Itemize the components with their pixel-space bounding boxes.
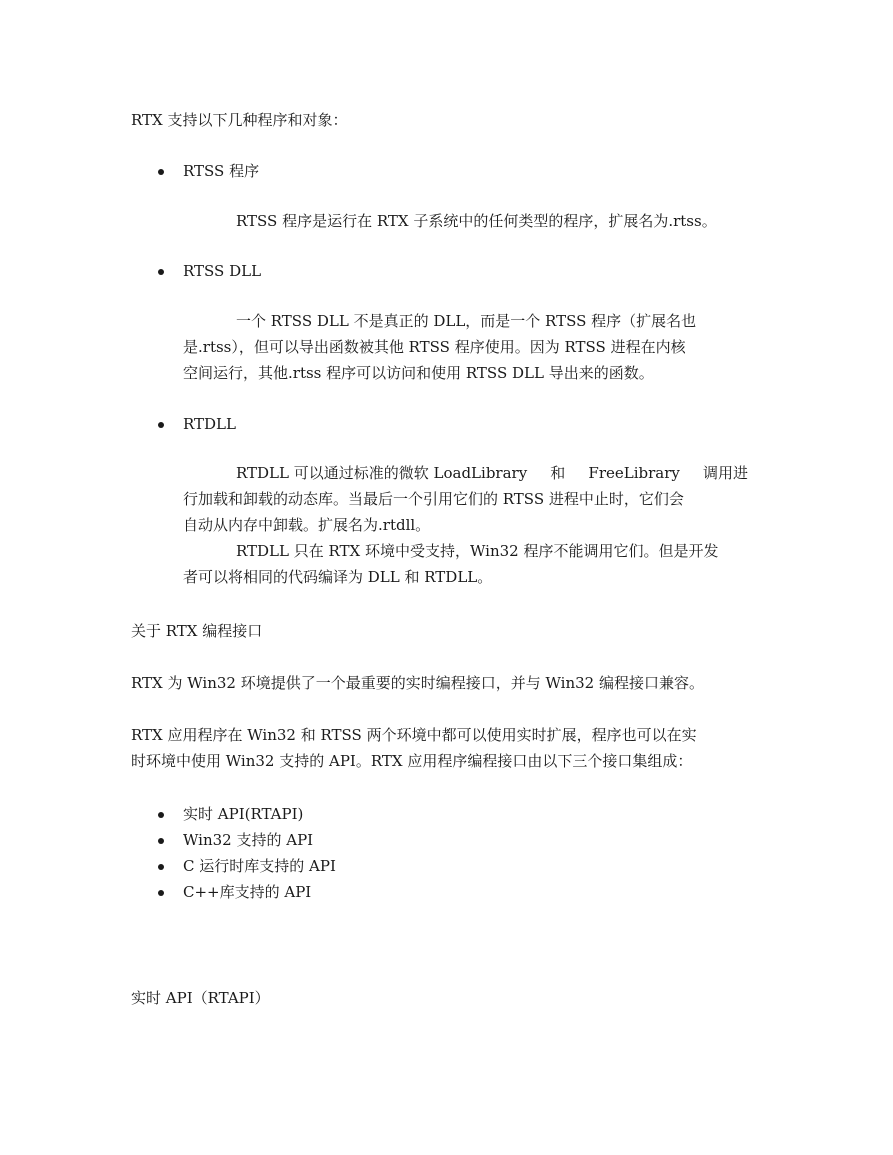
section-title: 关于 RTX 编程接口 — [131, 622, 263, 640]
list-item-description — [236, 460, 748, 486]
paragraph: 时环境中使用 Win32 支持的 API。RTX 应用程序编程接口由以下三个接口集组成： — [131, 752, 693, 770]
list-item-description: 行加载和卸载的动态库。当最后一个引用它们的 RTSS 进程中止时，它们会 — [183, 490, 684, 508]
list-item-title: RTSS 程序 — [183, 162, 260, 180]
bullet-icon — [158, 269, 164, 275]
list-item-description: 一个 RTSS DLL 不是真正的 DLL，而是一个 RTSS 程序（扩展名也 — [236, 312, 697, 330]
api-list-item: Win32 支持的 API — [183, 831, 314, 849]
text-segment: 和 — [550, 464, 566, 482]
bullet-icon — [158, 864, 164, 870]
paragraph: RTX 应用程序在 Win32 和 RTSS 两个环境中都可以使用实时扩展，程序也可以在实 — [131, 726, 697, 744]
intro-text: RTX 支持以下几种程序和对象： — [131, 111, 348, 129]
list-item-description: 空间运行，其他.rtss 程序可以访问和使用 RTSS DLL 导出来的函数。 — [183, 364, 654, 382]
list-item-title: RTDLL — [183, 415, 236, 433]
list-item-description: 者可以将相同的代码编译为 DLL 和 RTDLL。 — [183, 568, 493, 586]
list-item-title: RTSS DLL — [183, 262, 262, 280]
api-list-item: C++库支持的 API — [183, 883, 312, 901]
text-segment: RTDLL 可以通过标准的微软 LoadLibrary — [236, 464, 528, 482]
bullet-icon — [158, 838, 164, 844]
text-segment: FreeLibrary — [588, 464, 680, 482]
api-list-item: 实时 API(RTAPI) — [183, 805, 304, 823]
list-item-description: RTDLL 只在 RTX 环境中受支持，Win32 程序不能调用它们。但是开发 — [236, 542, 719, 560]
paragraph: RTX 为 Win32 环境提供了一个最重要的实时编程接口，并与 Win32 编程接口兼容。 — [131, 674, 704, 692]
bullet-icon — [158, 422, 164, 428]
bullet-icon — [158, 812, 164, 818]
api-list-item: C 运行时库支持的 API — [183, 857, 336, 875]
list-item-description: 是.rtss），但可以导出函数被其他 RTSS 程序使用。因为 RTSS 进程在内核 — [183, 338, 686, 356]
list-item-description: RTSS 程序是运行在 RTX 子系统中的任何类型的程序，扩展名为.rtss。 — [236, 212, 717, 230]
text-segment: 调用进 — [702, 464, 748, 482]
list-item-description: 自动从内存中卸载。扩展名为.rtdll。 — [183, 516, 431, 534]
bullet-icon — [158, 169, 164, 175]
bullet-icon — [158, 890, 164, 896]
subsection-title: 实时 API（RTAPI） — [131, 989, 270, 1007]
